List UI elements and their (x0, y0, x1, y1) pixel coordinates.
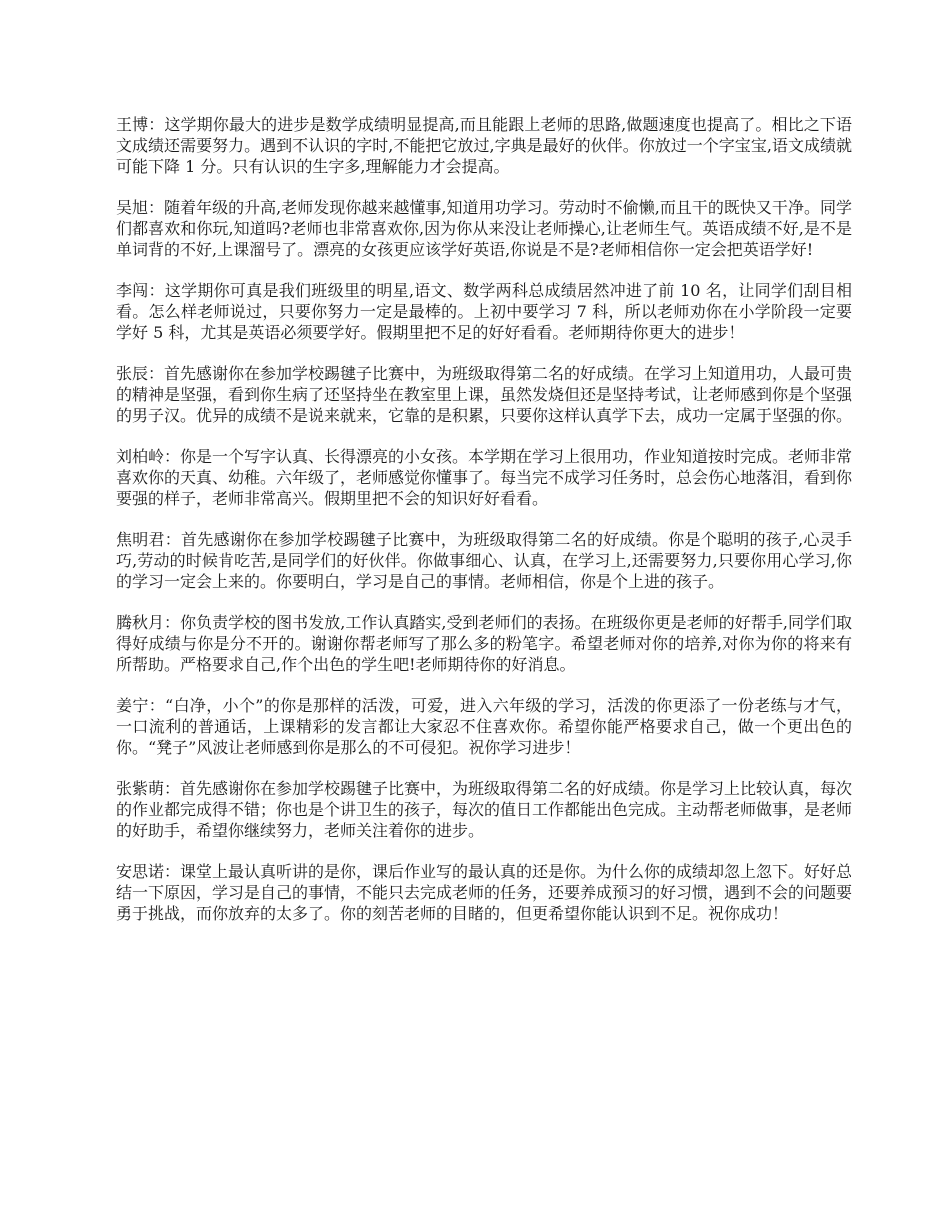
document-body (116, 114, 852, 944)
comment-paragraph: 安思诺：课堂上最认真听讲的是你，课后作业写的最认真的还是你。为什么你的成绩却忽上忽下。好好总结一下原因，学习是自己的事情，不能只去完成老师的任务，还要养成预习的好习惯，遇到不会的问题要勇于挑战，而你放弃的太多了。你的刻苦老师的目睹的，但更希望你能认识到不足。祝你成功！ (116, 862, 853, 923)
comment-paragraph: 李闯：这学期你可真是我们班级里的明星,语文、数学两科总成绩居然冲进了前 10 名，让同学们刮目相看。怎么样老师说过，只要你努力一定是最棒的。上初中要学习 7 科，所以老师劝你在小学阶段一定要学好 5 科，尤其是英语必须要学好。假期里把不足的好好看看。老师期待你更大的进步！ (116, 281, 852, 342)
comment-paragraph: 张紫萌：首先感谢你在参加学校踢毽子比赛中，为班级取得第二名的好成绩。你是学习上比较认真，每次的作业都完成得不错；你也是个讲卫生的孩子，每次的值日工作都能出色完成。主动帮老师做事，是老师的好助手，希望你继续努力，老师关注着你的进步。 (116, 779, 853, 840)
comment-paragraph: 张辰：首先感谢你在参加学校踢毽子比赛中，为班级取得第二名的好成绩。在学习上知道用功，人最可贵的精神是坚强，看到你生病了还坚持坐在教室里上课，虽然发烧但还是坚持考试，让老师感到你是个坚强的男子汉。优异的成绩不是说来就来，它靠的是积累，只要你这样认真学下去，成功一定属于坚强的你。 (116, 364, 853, 425)
comment-paragraph: 王博：这学期你最大的进步是数学成绩明显提高,而且能跟上老师的思路,做题速度也提高了。相比之下语文成绩还需要努力。遇到不认识的字时,不能把它放过,字典是最好的伙伴。你放过一个字宝宝,语文成绩就可能下降 1 分。只有认识的生字多,理解能力才会提高。 (116, 115, 852, 176)
comment-paragraph: 姜宁：“白净，小个”的你是那样的活泼，可爱，进入六年级的学习，活泼的你更添了一份老练与才气，一口流利的普通话，上课精彩的发言都让大家忍不住喜欢你。希望你能严格要求自己，做一个更出色的你。“凳子”风波让老师感到你是那么的不可侵犯。祝你学习进步！ (116, 696, 852, 757)
comment-paragraph: 腾秋月：你负责学校的图书发放,工作认真踏实,受到老师们的表扬。在班级你更是老师的好帮手,同学们取得好成绩与你是分不开的。谢谢你帮老师写了那么多的粉笔字。希望老师对你的培养,对你为你的将来有所帮助。严格要求自己,作个出色的学生吧!老师期待你的好消息。 (116, 613, 852, 674)
comment-paragraph: 刘柏岭：你是一个写字认真、长得漂亮的小女孩。本学期在学习上很用功，作业知道按时完成。老师非常喜欢你的天真、幼稚。六年级了，老师感觉你懂事了。每当完不成学习任务时，总会伤心地落泪，看到你要强的样子，老师非常高兴。假期里把不会的知识好好看看。 (116, 447, 853, 508)
comment-paragraph: 焦明君：首先感谢你在参加学校踢毽子比赛中，为班级取得第二名的好成绩。你是个聪明的孩子,心灵手巧,劳动的时候肯吃苦,是同学们的好伙伴。你做事细心、认真，在学习上,还需要努力,只要你用心学习,你的学习一定会上来的。你要明白，学习是自己的事情。老师相信，你是个上进的孩子。 (116, 530, 852, 591)
comment-paragraph: 吴旭：随着年级的升高,老师发现你越来越懂事,知道用功学习。劳动时不偷懒,而且干的既快又干净。同学们都喜欢和你玩,知道吗?老师也非常喜欢你,因为你从来没让老师操心,让老师生气。英语成绩不好,是不是单词背的不好,上课溜号了。漂亮的女孩更应该学好英语,你说是不是?老师相信你一定会把英语学好! (116, 198, 852, 259)
